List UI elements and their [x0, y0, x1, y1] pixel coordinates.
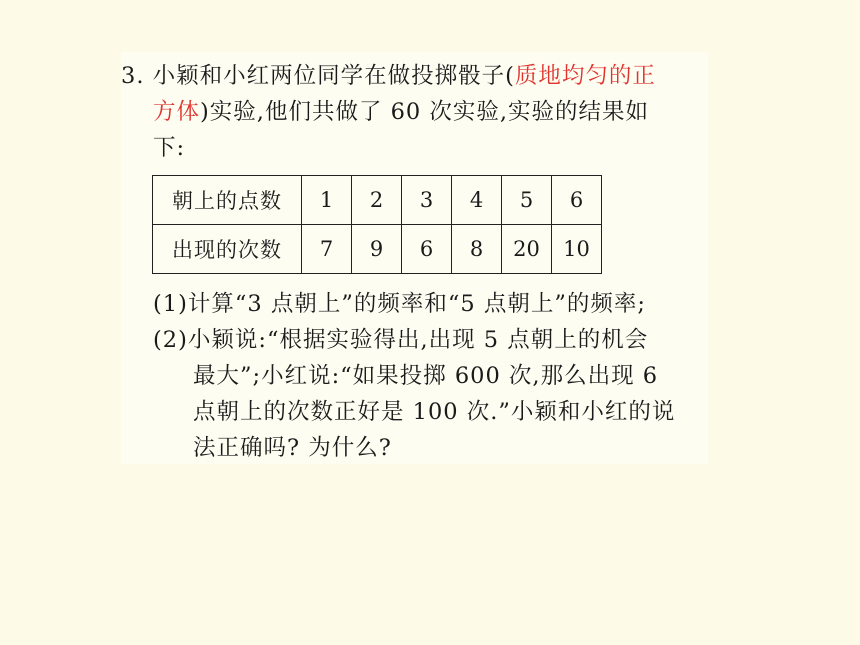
table-cell: 6 — [552, 176, 602, 225]
part-2-line-2: 最大”;小红说:“如果投掷 600 次,那么出现 6 — [193, 363, 659, 389]
table-row — [153, 176, 602, 225]
row-header: 朝上的点数 — [153, 176, 302, 225]
row-header: 出现的次数 — [153, 225, 302, 274]
question-number: 3. — [121, 63, 145, 89]
table-cell: 10 — [552, 225, 602, 274]
question-text-2-red: 方体 — [153, 99, 201, 125]
table-cell: 4 — [452, 176, 502, 225]
frequency-table — [152, 175, 602, 274]
question-text-3: 下: — [153, 135, 186, 161]
part-2-line-1: (2)小颖说:“根据实验得出,出现 5 点朝上的机会 — [153, 327, 649, 353]
part-2-line-4: 法正确吗? 为什么? — [193, 435, 392, 461]
table-cell: 1 — [302, 176, 352, 225]
question-text-1: 小颖和小红两位同学在做投掷骰子( — [152, 63, 515, 89]
question-text-2: )实验,他们共做了 60 次实验,实验的结果如 — [200, 99, 650, 125]
table-cell: 20 — [502, 225, 552, 274]
question-line-1 — [121, 62, 656, 90]
table-cell: 8 — [452, 225, 502, 274]
table-cell: 3 — [402, 176, 452, 225]
part-2-line-3: 点朝上的次数正好是 100 次.”小颖和小红的说 — [193, 399, 676, 425]
table-cell: 7 — [302, 225, 352, 274]
table-cell: 2 — [352, 176, 402, 225]
question-line-3 — [153, 134, 185, 162]
table-row — [153, 225, 602, 274]
table-cell: 9 — [352, 225, 402, 274]
part-1-text: (1)计算“3 点朝上”的频率和“5 点朝上”的频率; — [153, 291, 646, 317]
table-cell: 6 — [402, 225, 452, 274]
problem-card — [121, 52, 708, 464]
question-line-2 — [153, 98, 649, 126]
question-text-1-red: 质地均匀的正 — [514, 63, 656, 89]
table-cell: 5 — [502, 176, 552, 225]
